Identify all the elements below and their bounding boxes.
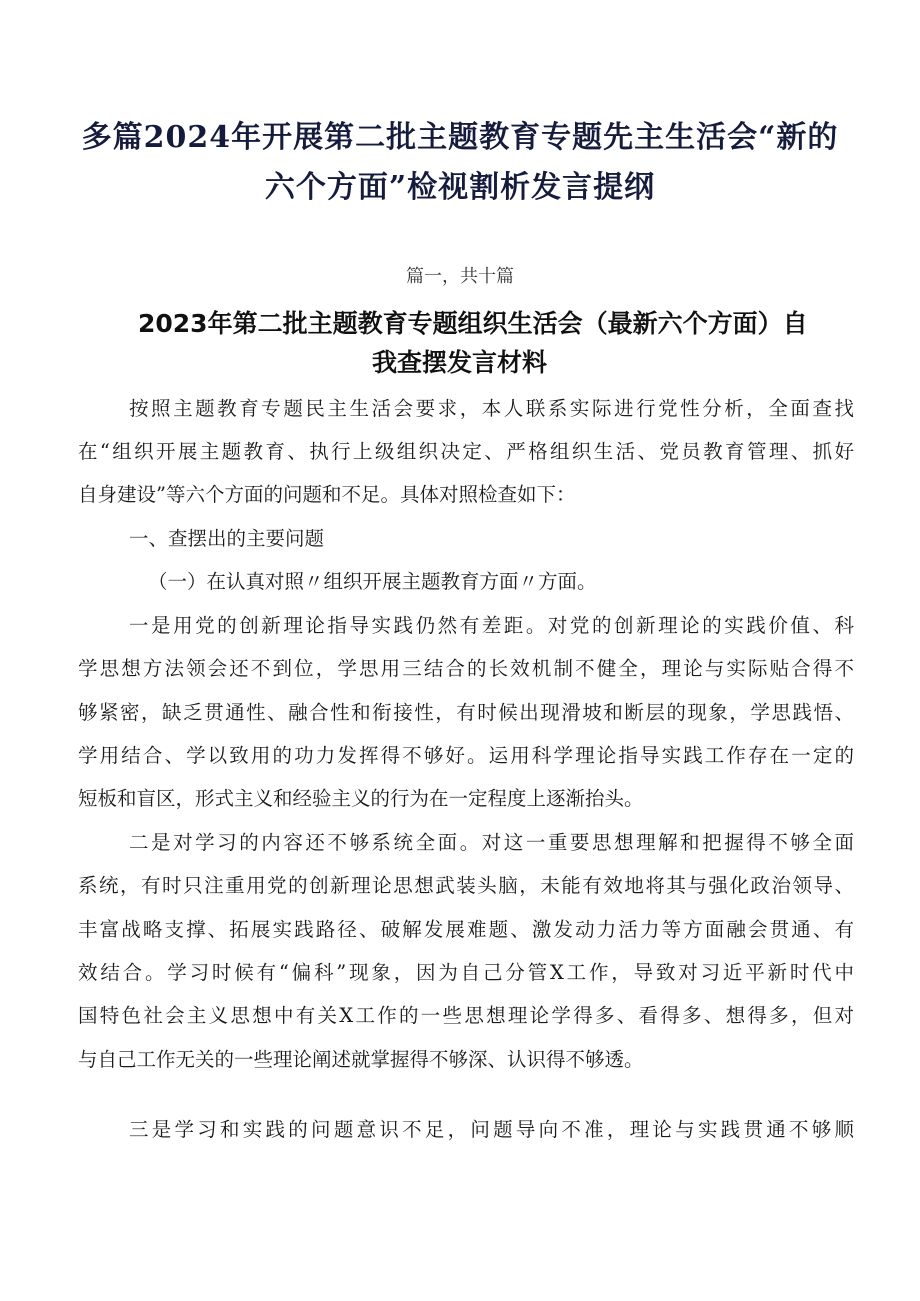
body-line: 效结合。学习时候有“偏科”现象，因为自己分管X工作，导致对习近平新时代中	[78, 961, 854, 984]
body-line: 国特色社会主义思想中有关X工作的一些思想理论学得多、看得多、想得多，但对	[78, 1004, 854, 1027]
body-line: 够紧密，缺乏贯通性、融合性和衔接性，有时候出现滑坡和断层的现象，学思践悟、	[78, 701, 854, 724]
body-line: 二是对学习的内容还不够系统全面。对这一重要思想理解和把握得不够全面	[129, 831, 854, 854]
body-line: 三是学习和实践的问题意识不足，问题导向不准，理论与实践贯通不够顺	[129, 1118, 854, 1141]
body-line: 自身建设”等六个方面的问题和不足。具体对照检查如下：	[78, 483, 576, 506]
body-line: 在“组织开展主题教育、执行上级组织决定、严格组织生活、党员教育管理、抓好	[78, 440, 854, 463]
body-line: 短板和盲区，形式主义和经验主义的行为在一定程度上逐渐抬头。	[78, 787, 644, 810]
body-line: 学思想方法领会还不到位，学思用三结合的长效机制不健全，理论与实际贴合得不	[78, 657, 854, 680]
section-heading: 一、查摆出的主要问题	[129, 527, 325, 550]
body-line: 一是用党的创新理论指导实践仍然有差距。对党的创新理论的实践价值、科	[129, 614, 854, 637]
section-subtitle: 篇一，共十篇	[406, 266, 514, 287]
body-line: 系统，有时只注重用党的创新理论思想武装头脑，未能有效地将其与强化政治领导、	[78, 874, 854, 897]
body-line: 丰富战略支撑、拓展实践路径、破解发展难题、激发动力活力等方面融会贯通、有	[78, 918, 854, 941]
body-line: 学用结合、学以致用的功力发挥得不够好。运用科学理论指导实践工作存在一定的	[78, 744, 854, 767]
main-title-line-1: 多篇2024年开展第二批主题教育专题先主生活会“新的	[81, 120, 839, 155]
body-line: 按照主题教育专题民主生活会要求，本人联系实际进行党性分析，全面查找	[129, 397, 854, 420]
doc-title-line-1: 2023年第二批主题教育专题组织生活会（最新六个方面）自	[138, 309, 808, 338]
body-line: 与自己工作无关的一些理论阐述就掌握得不够深、认识得不够透。	[78, 1048, 644, 1071]
doc-title-line-2: 我查摆发言材料	[372, 348, 548, 377]
main-title-line-2: 六个方面”检视割析发言提纲	[264, 170, 656, 205]
subsection-heading: （一）在认真对照〃组织开展主题教育方面〃方面。	[148, 570, 597, 593]
